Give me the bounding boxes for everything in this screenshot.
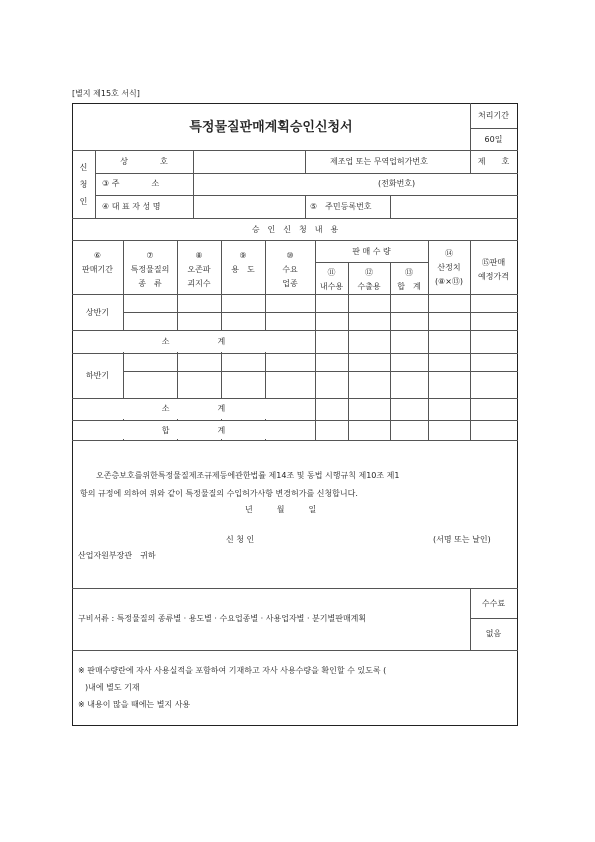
divider: [72, 218, 518, 219]
col6-label: 판매기간: [82, 265, 113, 274]
border-top: [72, 103, 518, 104]
declaration-date: 년 월 일: [245, 505, 317, 514]
divider: [95, 195, 518, 196]
col11-label: 내수용: [319, 282, 344, 291]
applicant-side-label-2: 청: [79, 180, 88, 189]
row-total: 합 계: [161, 426, 226, 435]
col7-line1: 특정물질의: [130, 265, 170, 274]
divider: [72, 440, 518, 441]
col12-label: 수출용: [357, 282, 381, 291]
addressee: 산업자원부장관 귀하: [78, 551, 156, 560]
declaration-sign: (서명 또는 날인): [433, 535, 491, 544]
col7-num: ⑦: [146, 251, 154, 260]
trade-name-label: 상 호: [120, 157, 168, 166]
col11-num: ⑪: [327, 268, 336, 277]
divider: [470, 618, 517, 619]
divider: [193, 150, 194, 218]
col10-line2: 업종: [282, 279, 298, 288]
col10-line1: 수요: [282, 265, 298, 274]
divider: [305, 150, 306, 173]
col14-num: ⑭: [445, 249, 453, 258]
processing-label: 처리기간: [478, 111, 509, 120]
divider: [123, 312, 518, 313]
row-second-half: 하반기: [85, 371, 110, 380]
col13-num: ⑬: [405, 268, 413, 277]
note-2: ※ 내용이 많을 때에는 별지 사용: [78, 700, 191, 709]
sales-quantity-header: 판 매 수 량: [352, 247, 391, 256]
divider: [72, 588, 518, 589]
divider: [390, 195, 391, 218]
col8-line1: 오존파: [187, 265, 211, 274]
col6-num: ⑥: [93, 251, 102, 260]
divider: [72, 353, 518, 354]
fee-label: 수수료: [481, 599, 506, 608]
col15-line1: ⑮판매: [481, 258, 506, 267]
divider: [72, 294, 518, 295]
row-first-half: 상반기: [85, 308, 110, 317]
applicant-side-label-1: 신: [79, 163, 88, 172]
divider: [470, 240, 471, 440]
col9-label: 용 도: [231, 265, 255, 274]
divider: [95, 173, 518, 174]
col13-label: 합 계: [397, 282, 421, 291]
divider: [315, 262, 428, 263]
note-1-line-2: )내에 별도 기재: [85, 683, 140, 692]
col8-num: ⑧: [195, 251, 203, 260]
processing-value: 60일: [484, 135, 503, 144]
approval-section-heading: 승 인 신 청 내 용: [251, 225, 339, 234]
divider: [72, 150, 518, 151]
required-documents: 구비서류 : 특정물질의 종류별 · 용도별 · 수요업종별 · 사용업자별 · 분기별판매계획: [78, 614, 367, 623]
col8-line2: 괴지수: [187, 279, 211, 288]
row-subtotal-2: 소 계: [161, 404, 226, 413]
border-bottom: [72, 725, 518, 726]
address-label: ③ 주 소: [102, 179, 160, 188]
divider: [123, 371, 518, 372]
col12-num: ⑫: [365, 268, 373, 277]
form-number: [별지 제15호 서식]: [72, 89, 140, 98]
representative-name-label: ④ 대 표 자 성 명: [102, 202, 161, 211]
col7-line2: 종 류: [138, 279, 162, 288]
license-number-label: 제조업 또는 무역업허가번호: [330, 157, 428, 166]
divider: [72, 240, 518, 241]
col10-num: ⑩: [286, 251, 294, 260]
divider: [305, 195, 306, 218]
fee-value: 없음: [485, 629, 502, 638]
divider: [72, 650, 518, 651]
note-1-line-1: ※ 판매수량란에 자사 사용실적을 포함하여 기재하고 자사 사용수량을 확인할 수 있도록 (: [78, 666, 387, 675]
declaration-applicant: 신 청 인: [226, 535, 255, 544]
declaration-line-1: 오존층보호를위한특정물질제조규제등에관한법률 제14조 및 동법 시행규칙 제10조 제1: [96, 471, 400, 480]
col14-line2: (⑧×⑬): [434, 277, 464, 286]
resident-number-label: ⑤ 주민등록번호: [310, 202, 372, 211]
page-title: 특정물질판매계획승인신청서: [189, 120, 353, 135]
col15-line2: 예정가격: [478, 272, 509, 281]
phone-label: (전화번호): [378, 179, 416, 188]
divider: [470, 128, 517, 129]
declaration-line-2: 항의 규정에 의하여 위와 같이 특정물질의 수입허가사항 변경허가를 신청합니다.: [80, 489, 358, 498]
divider: [470, 588, 471, 650]
row-subtotal-1: 소 계: [161, 337, 226, 346]
border-right: [517, 103, 518, 726]
license-number-suffix: 제 호: [477, 157, 510, 166]
col14-line1: 산정치: [437, 263, 461, 272]
col9-num: ⑨: [239, 251, 247, 260]
applicant-side-label-3: 인: [79, 197, 88, 206]
